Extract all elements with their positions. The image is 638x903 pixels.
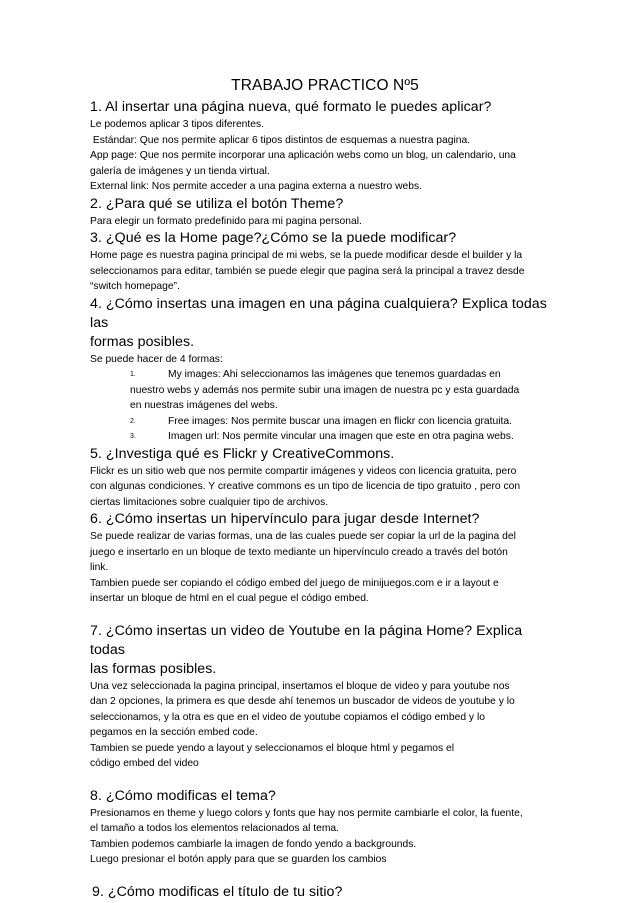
paragraph-gap	[90, 868, 560, 883]
answer-5-line: ciertas limitaciones sobre cualquier tipo de archivos.	[90, 496, 329, 508]
list-item	[90, 367, 560, 414]
answer-3-line: “switch homepage”.	[90, 281, 180, 292]
answer-8-line: Presionamos en theme y luego colors y fonts que hay nos permite cambiarle el color, la fuente,	[90, 807, 523, 819]
answer-8-line: Tambien podemos cambiarle la imagen de fondo yendo a backgrounds.	[90, 838, 417, 850]
answer-8-line: el tamaño a todos los elementos relacionados al tema.	[90, 823, 339, 834]
document-title: TRABAJO PRACTICO Nº5	[231, 77, 419, 94]
list-item	[90, 414, 560, 430]
question-7-heading: 7. ¿Cómo insertas un video de Youtube en la página Home? Explica todas	[90, 622, 523, 658]
answer-7-line: dan 2 opciones, la primera es que desde ahí tenemos un buscador de videos de youtube y lo	[90, 696, 515, 707]
question-5-heading: 5. ¿Investiga qué es Flickr y CreativeCommons.	[90, 445, 395, 462]
answer-8-line: Luego presionar el botón apply para que se guarden los cambios	[90, 854, 387, 865]
answer-7-line: pegamos en la sección embed code.	[90, 727, 258, 738]
list-number: 3.	[130, 433, 136, 440]
answer-6-line: Se puede realizar de varias formas, una de las cuales puede ser copiar la url de la pagina del	[90, 531, 516, 542]
answer-6-line: Tambien puede ser copiando el código embed del juego de minijuegos.com e ir a layout e	[90, 577, 499, 589]
question-4-heading: 4. ¿Cómo insertas una imagen en una página cualquiera? Explica todas las	[90, 295, 547, 331]
question-7-heading-cont: las formas posibles.	[90, 660, 217, 677]
paragraph-gap	[90, 772, 560, 787]
answer-3-line: Home page es nuestra pagina principal de mi webs, se la puede modificar desde el builder y la	[90, 250, 523, 261]
answer-7-line: código embed del video	[90, 758, 199, 769]
answer-1-line: galería de imágenes y un tienda virtual.	[90, 165, 270, 177]
question-2-heading: 2. ¿Para qué se utiliza el botón Theme?	[90, 195, 344, 212]
question-6-heading: 6. ¿Cómo insertas un hipervínculo para jugar desde Internet?	[90, 511, 480, 527]
answer-7-line: Una vez seleccionada la pagina principal, insertamos el bloque de video y para youtube nos	[90, 680, 510, 692]
answer-5-line: con algunas condiciones. Y creative commons es un tipo de licencia de tipo gratuito , pero con	[90, 481, 521, 492]
answer-6-line: link.	[90, 562, 109, 573]
question-9-heading: 9. ¿Cómo modificas el título de tu sitio?	[92, 883, 343, 900]
question-3-heading: 3. ¿Qué es la Home page?¿Cómo se la puede modificar?	[90, 230, 457, 246]
answer-1-line: Le podemos aplicar 3 tipos diferentes.	[90, 119, 265, 130]
answer-5-line: Flickr es un sitio web que nos permite compartir imágenes y videos con licencia gratuita, pero	[90, 465, 517, 477]
answer-7-line: seleccionamos, y la otra es que en el video de youtube copiamos el código embed y lo	[90, 711, 485, 723]
answer-1-line: App page: Que nos permite incorporar una aplicación webs como un blog, un calendario, una	[90, 150, 516, 161]
list-number: 1.	[130, 371, 136, 378]
answer-7-line: Tambien se puede yendo a layout y seleccionamos el bloque html y pegamos el	[90, 742, 455, 754]
document-page	[90, 76, 560, 902]
answer-6-line: juego e insertarlo en un bloque de texto mediante un hipervínculo creado a través del botón	[90, 546, 508, 558]
question-1-heading: 1. Al insertar una página nueva, qué formato le puedes aplicar?	[90, 99, 492, 115]
list-item-text: Free images: Nos permite buscar una imagen en flickr con licencia gratuita.	[168, 415, 512, 427]
answer-4-intro: Se puede hacer de 4 formas:	[90, 353, 223, 365]
question-4-heading-cont: formas posibles.	[90, 333, 195, 350]
paragraph-gap	[90, 607, 560, 622]
list-item	[90, 429, 560, 445]
question-8-heading: 8. ¿Cómo modificas el tema?	[90, 787, 276, 804]
answer-1-line: External link: Nos permite acceder a una pagina externa a nuestro webs.	[90, 181, 422, 192]
answer-6-line: insertar un bloque de html en el cual pegue el código embed.	[90, 593, 369, 604]
answer-3-line: seleccionamos para editar, también se puede elegir que pagina será la principal a travez desde	[90, 265, 525, 277]
list-item-text: nuestro webs y además nos permite subir una imagen de nuestra pc y esta guardada	[130, 384, 520, 396]
list-item-text: My images: Ahi seleccionamos las imágenes que tenemos guardadas en	[168, 369, 501, 380]
answer-2-line: Para elegir un formato predefinido para mi pagina personal.	[90, 215, 362, 227]
list-number: 2.	[130, 417, 136, 425]
list-item-text: en nuestras imágenes del webs.	[130, 400, 278, 411]
list-item-text: Imagen url: Nos permite vincular una imagen que este en otra pagina webs.	[168, 431, 514, 442]
answer-1-line: Estándar: Que nos permite aplicar 6 tipos distintos de esquemas a nuestra pagina.	[90, 134, 471, 146]
